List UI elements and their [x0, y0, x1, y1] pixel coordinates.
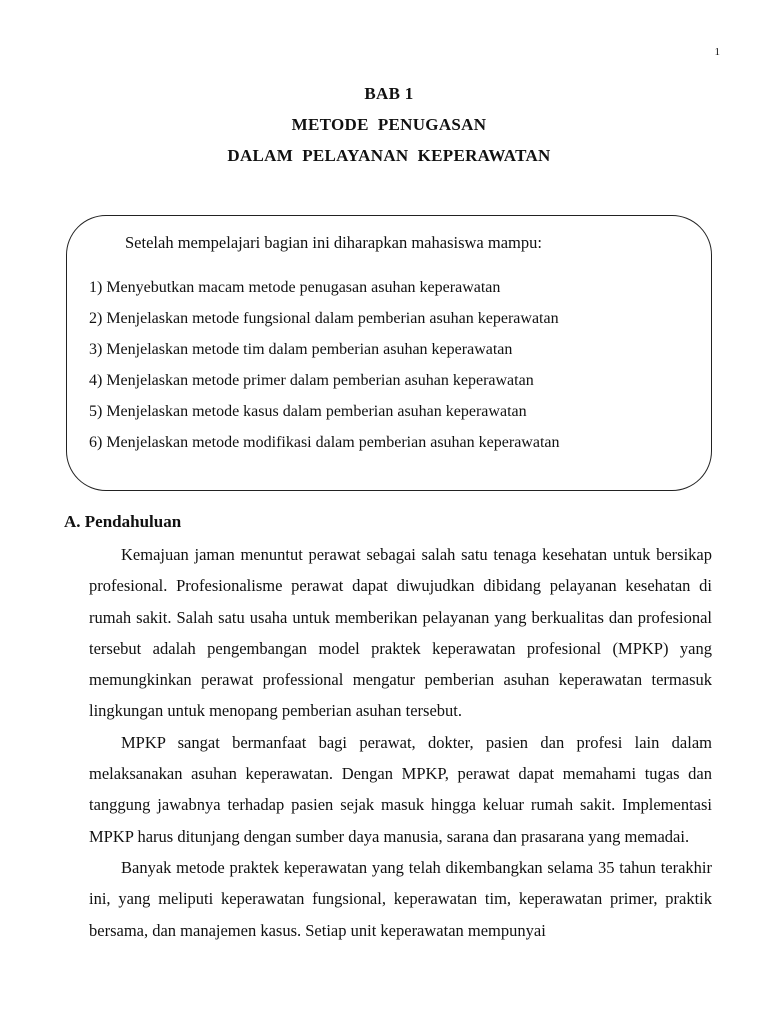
objective-item: 6) Menjelaskan metode modifikasi dalam pemberian asuhan keperawatan: [89, 434, 560, 451]
chapter-number: BAB 1: [364, 84, 414, 103]
objectives-list: [89, 272, 560, 458]
chapter-title-line-2: DALAM PELAYANAN KEPERAWATAN: [227, 146, 551, 165]
section-heading: A. Pendahuluan: [64, 512, 182, 531]
objective-item: 4) Menjelaskan metode primer dalam pemberian asuhan keperawatan: [89, 372, 534, 389]
objective-item: 5) Menjelaskan metode kasus dalam pemberian asuhan keperawatan: [89, 403, 527, 420]
page-number: 1: [714, 46, 720, 58]
section-body: [89, 539, 712, 946]
objective-item: 2) Menjelaskan metode fungsional dalam pemberian asuhan keperawatan: [89, 310, 559, 327]
chapter-title-block: [0, 78, 768, 171]
objective-item: 1) Menyebutkan macam metode penugasan asuhan keperawatan: [89, 279, 501, 296]
body-paragraph: Kemajuan jaman menuntut perawat sebagai salah satu tenaga kesehatan untuk bersikap profesional. Profesionalisme perawat dapat diwujudkan dibidang pelayanan kesehatan di rumah sakit. Salah satu usaha untuk memberikan pelayanan yang berkualitas dan profesional tersebut adalah pengembangan model praktek keperawatan profesional (MPKP) yang memungkinkan perawat professional mengatur pemberian asuhan keperawatan termasuk lingkungan untuk menopang pemberian asuhan tersebut.: [89, 545, 712, 721]
body-paragraph: MPKP sangat bermanfaat bagi perawat, dokter, pasien dan profesi lain dalam melaksanakan asuhan keperawatan. Dengan MPKP, perawat dapat memahami tugas dan tanggung jawabnya terhadap pasien sejak masuk hingga keluar rumah sakit. Implementasi MPKP harus ditunjang dengan sumber daya manusia, sarana dan prasarana yang memadai.: [89, 732, 712, 846]
chapter-title-line-1: METODE PENUGASAN: [291, 115, 487, 134]
objectives-intro: Setelah mempelajari bagian ini diharapkan mahasiswa mampu:: [125, 233, 542, 252]
objective-item: 3) Menjelaskan metode tim dalam pemberian asuhan keperawatan: [89, 341, 513, 358]
body-paragraph: Banyak metode praktek keperawatan yang telah dikembangkan selama 35 tahun terakhir ini, yang meliputi keperawatan fungsional, keperawatan tim, keperawatan primer, praktik bersama, dan manajemen kasus. Setiap unit keperawatan mempunyai: [89, 857, 712, 940]
learning-objectives-box: [66, 215, 712, 491]
